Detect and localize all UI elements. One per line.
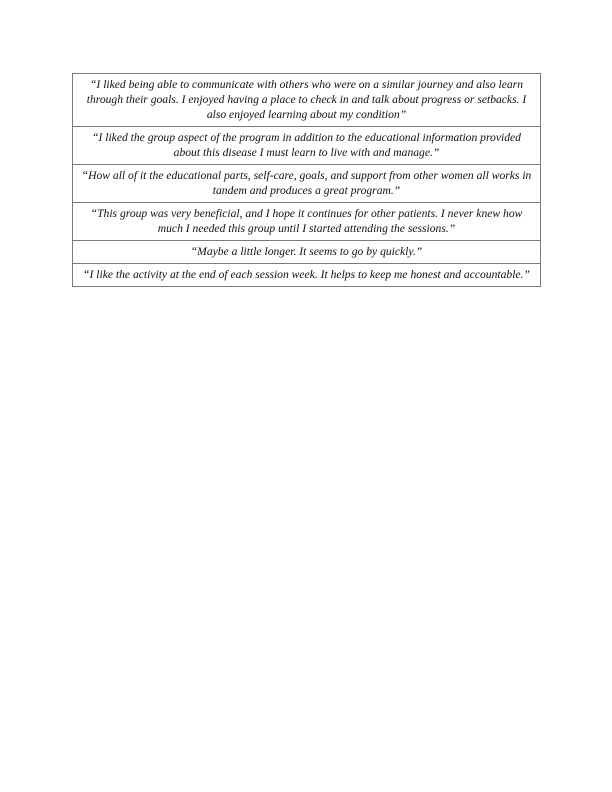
quote-cell: “How all of it the educational parts, self-care, goals, and support from other women all works in tandem and produces a great program.” <box>73 165 541 203</box>
table-row <box>73 127 541 165</box>
quote-cell: “I liked being able to communicate with others who were on a similar journey and also learn through their goals. I enjoyed having a place to check in and talk about progress or setbacks. I also enjoyed learning about my condition” <box>73 74 541 127</box>
quote-cell: “This group was very beneficial, and I hope it continues for other patients. I never knew how much I needed this group until I started attending the sessions.” <box>73 203 541 241</box>
table-row <box>73 203 541 241</box>
table-row <box>73 264 541 287</box>
quote-cell: “I liked the group aspect of the program in addition to the educational information provided about this disease I must learn to live with and manage.” <box>73 127 541 165</box>
table-row <box>73 165 541 203</box>
quote-cell: “Maybe a little longer. It seems to go by quickly.” <box>73 241 541 264</box>
table-row <box>73 241 541 264</box>
participant-quotes-table <box>72 73 541 287</box>
table-row <box>73 74 541 127</box>
quote-cell: “I like the activity at the end of each session week. It helps to keep me honest and accountable.” <box>73 264 541 287</box>
